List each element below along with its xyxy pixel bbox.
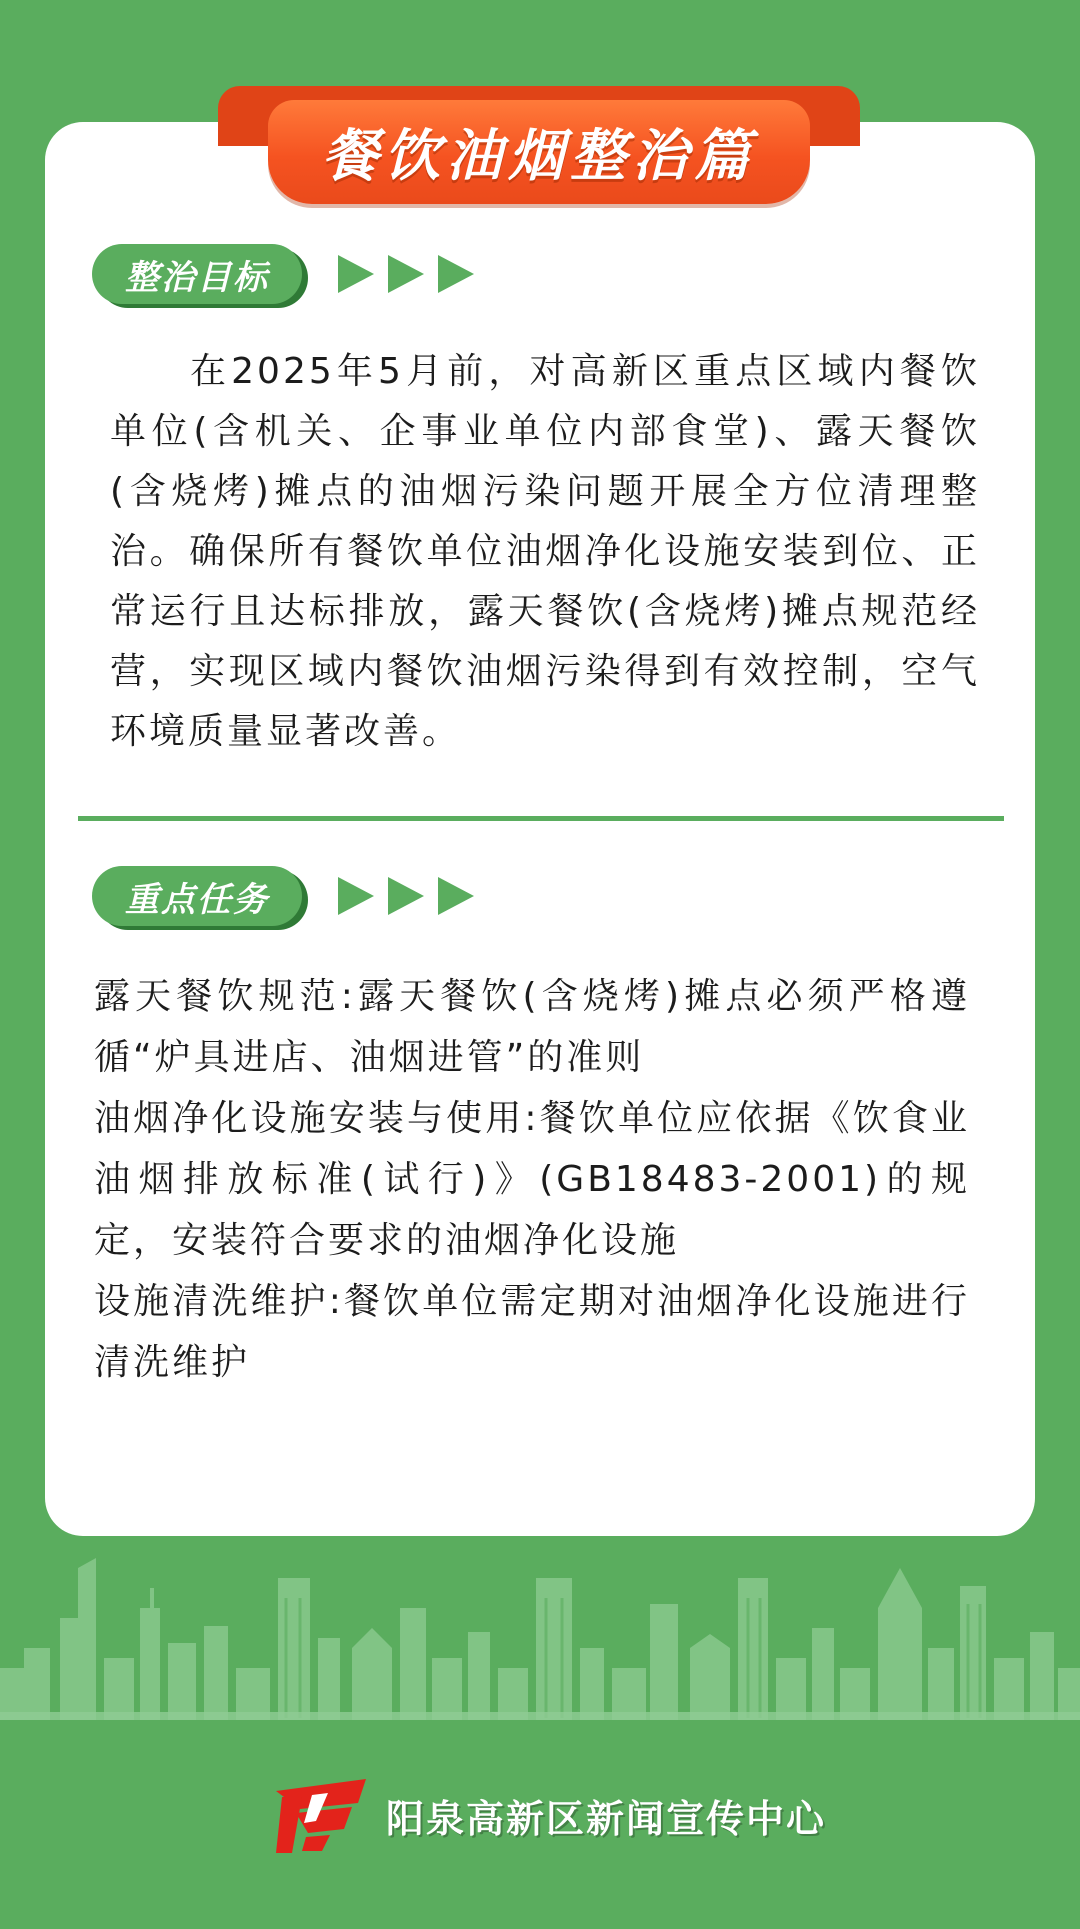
title-ribbon	[218, 86, 860, 206]
triangle-right-icon	[388, 877, 424, 915]
red-flag-logo-icon	[272, 1775, 372, 1855]
task-list	[94, 966, 970, 1393]
triangle-right-icon	[338, 255, 374, 293]
goal-text: 在2025年5月前，对高新区重点区域内餐饮单位(含机关、企事业单位内部食堂)、露天餐饮(含烧烤)摊点的油烟污染问题开展全方位清理整治。确保所有餐饮单位油烟净化设施安装到位、正常运行且达标排放，露天餐饮(含烧烤)摊点规范经营，实现区域内餐饮油烟污染得到有效控制，空气环境质量显著改善。	[110, 351, 980, 752]
section-divider	[78, 816, 1004, 821]
task-item: 设施清洗维护:餐饮单位需定期对油烟净化设施进行清洗维护	[94, 1281, 970, 1383]
tasks-arrows	[338, 877, 474, 915]
triangle-right-icon	[438, 877, 474, 915]
triangle-right-icon	[388, 255, 424, 293]
goal-heading: 整治目标	[92, 244, 302, 304]
triangle-right-icon	[438, 255, 474, 293]
task-item: 油烟净化设施安装与使用:餐饮单位应依据《饮食业油烟排放标准(试行)》(GB18483-2001)的规定，安装符合要求的油烟净化设施	[94, 1098, 970, 1261]
city-skyline-illustration	[0, 1548, 1080, 1720]
footer	[272, 1775, 826, 1855]
goal-section-header	[92, 242, 474, 306]
ribbon-front	[268, 100, 810, 204]
tasks-heading: 重点任务	[92, 866, 302, 926]
goal-arrows	[338, 255, 474, 293]
footer-organization: 阳泉高新区新闻宣传中心	[386, 1796, 827, 1841]
task-item: 露天餐饮规范:露天餐饮(含烧烤)摊点必须严格遵循“炉具进店、油烟进管”的准则	[94, 976, 970, 1078]
page-title: 餐饮油烟整治篇	[322, 124, 756, 189]
tasks-section-header	[92, 864, 474, 928]
triangle-right-icon	[338, 877, 374, 915]
